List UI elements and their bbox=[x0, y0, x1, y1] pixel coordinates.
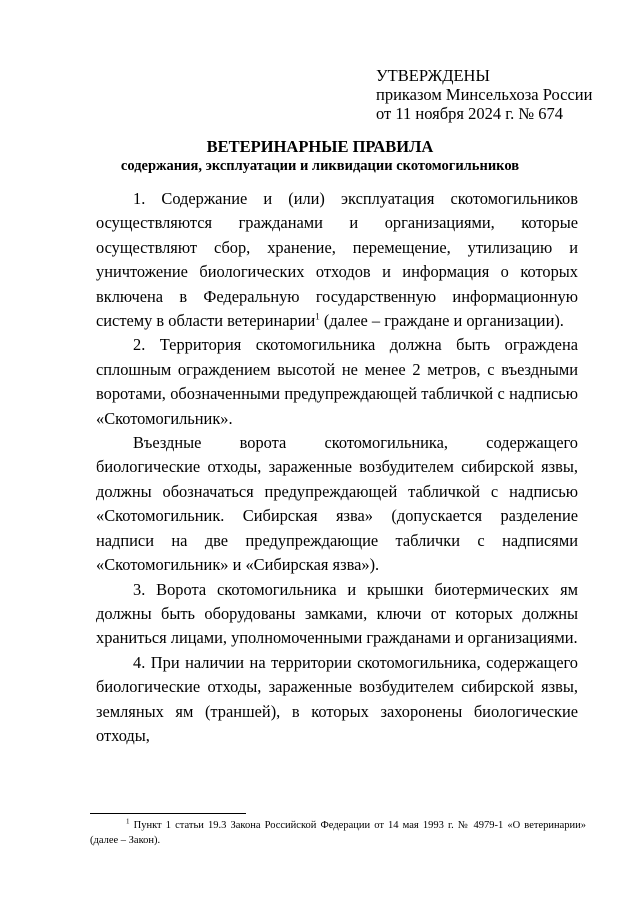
title-subtitle: содержания, эксплуатации и ликвидации скотомогильников bbox=[120, 158, 520, 174]
paragraph-1 bbox=[96, 187, 578, 333]
footnote-mark: 1 bbox=[126, 817, 130, 826]
approval-block bbox=[376, 66, 592, 123]
title-main: ВЕТЕРИНАРНЫЕ ПРАВИЛА bbox=[206, 137, 434, 156]
approved-label: УТВЕРЖДЕНЫ bbox=[376, 66, 490, 85]
footnote-divider bbox=[90, 813, 246, 814]
order-line-1: приказом Минсельхоза России bbox=[376, 85, 593, 104]
paragraph-3: Въездные ворота скотомогильника, содержащего биологические отходы, зараженные возбудителем сибирской язвы, должны обозначаться предупреждающей табличкой с надписью «Скотомогильник. Сибирская язва» (допускается разделение надписи на две предупреждающие таблички с надписями «Скотомогильник» и «Сибирская язва»). bbox=[96, 433, 578, 575]
document-body bbox=[96, 187, 578, 748]
paragraph-5: 4. При наличии на территории скотомогильника, содержащего биологические отходы, зараженные возбудителем сибирской язвы, земляных ям (траншей), в которых захоронены биологические отходы, bbox=[96, 652, 578, 745]
footnote bbox=[90, 818, 586, 848]
order-line-2: от 11 ноября 2024 г. № 674 bbox=[376, 104, 563, 123]
paragraph-1-tail: (далее – граждане и организации). bbox=[319, 311, 564, 331]
paragraph-2: 2. Территория скотомогильника должна быть ограждена сплошным ограждением высотой не менее 2 метров, с въездными воротами, обозначенными предупреждающей табличкой с надписью «Скотомогильник». bbox=[96, 335, 578, 428]
footnote-text: Пункт 1 статьи 19.3 Закона Российской Федерации от 14 мая 1993 г. № 4979-1 «О ветеринарии» (далее – Закон). bbox=[90, 820, 586, 846]
paragraph-1-text: 1. Содержание и (или) эксплуатация скотомогильников осуществляются гражданами и организациями, которые осуществляют сбор, хранение, перемещение, утилизацию и уничтожение биологических отходов и информация о которых включена в Федеральную государственную информационную систему в области ветеринарии bbox=[96, 189, 578, 331]
paragraph-4: 3. Ворота скотомогильника и крышки биотермических ям должны быть оборудованы замками, ключи от которых должны храниться лицами, уполномоченными гражданами и организациями. bbox=[96, 579, 578, 648]
document-title bbox=[0, 137, 640, 176]
footnote-reference: 1 bbox=[315, 311, 320, 322]
